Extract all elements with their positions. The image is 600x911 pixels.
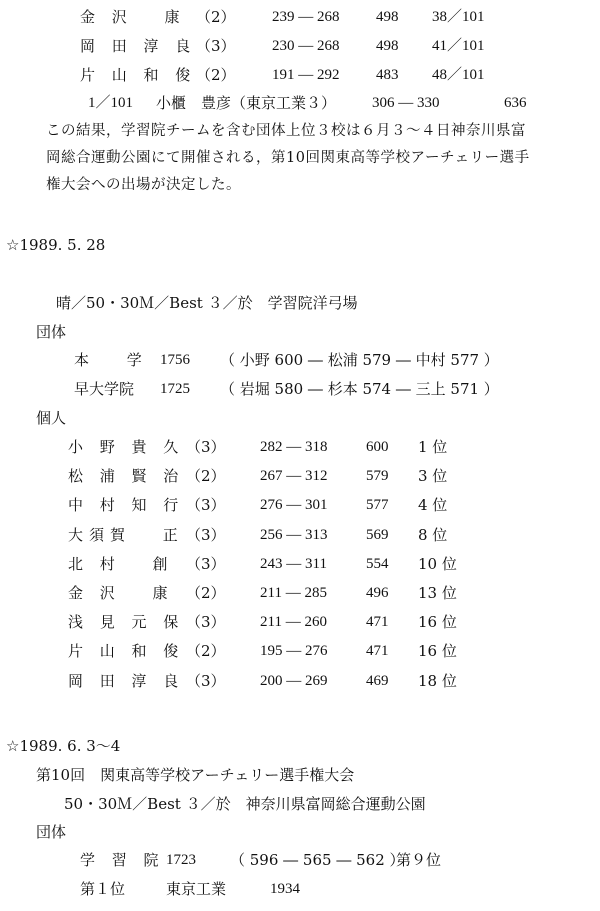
summary-line-2: 岡総合運動公園にて開催される，第10回関東高等学校アーチェリー選手 [46,150,530,166]
individual-grade: （2） [186,642,226,661]
result-rank: 41／101 [432,38,485,54]
individual-place: 4 位 [418,496,448,515]
result-rank: 48／101 [432,67,485,83]
result-rank: 38／101 [432,9,485,25]
individual-name: 北 村 創 [68,554,174,573]
individual-place: 8 位 [418,525,448,544]
individual-place: 10 位 [418,554,457,573]
team-detail: （ 小野 600 ― 松浦 579 ― 中村 577 ） [220,351,499,369]
result-total: 483 [376,67,399,83]
individual-scores: 267 ― 312 [260,468,328,485]
individual-grade: （3） [186,613,226,632]
individual-name: 松 浦 賢 治 [68,467,185,486]
result-grade: （2） [196,66,236,84]
individual-scores: 211 ― 260 [260,614,327,631]
individual-name: 金 沢 康 [68,584,174,602]
top-winner-scores: 306 ― 330 [372,95,440,111]
individual-grade: （3） [186,525,226,544]
individual-name: 中 村 知 行 [68,496,185,515]
winner-place: 第１位 [80,880,126,898]
individual-total: 554 [366,555,389,572]
individual-total: 471 [366,614,389,631]
individual-total: 579 [366,468,389,485]
individual-grade: （3） [186,438,226,456]
result-scores: 239 ― 268 [272,9,340,25]
result-total: 498 [376,38,399,54]
result-name: 岡 田 淳 良 [80,37,197,55]
result-name: 金 沢 康 [80,8,186,26]
individual-place: 16 位 [418,613,457,632]
team-detail: （ 岩堀 580 ― 杉本 574 ― 三上 571 ） [220,380,499,398]
individual-name: 浅 見 元 保 [68,613,185,632]
individual-scores: 256 ― 313 [260,526,328,543]
individual-grade: （3） [186,671,226,690]
individual-total: 600 [366,439,389,455]
team-score: 1723 [166,852,196,868]
individual-place: 3 位 [418,467,448,486]
individual-total: 577 [366,497,389,514]
individual-grade: （3） [186,496,226,515]
result-scores: 191 ― 292 [272,67,340,83]
individual-scores: 200 ― 269 [260,672,328,689]
team-score: 1756 [160,352,190,368]
individual-place: 1 位 [418,438,448,456]
individual-total: 471 [366,643,389,660]
individual-name: 小 野 貴 久 [68,438,185,456]
result-name: 片 山 和 俊 [80,66,197,84]
individual-scores: 243 ― 311 [260,555,327,572]
individual-name: 大須賀 正 [68,525,184,544]
team-name: 本 学 [74,351,148,369]
individual-grade: （3） [186,554,226,573]
team-place: 第９位 [396,851,442,869]
result-scores: 230 ― 268 [272,38,340,54]
top-winner-name: 小櫃 豊彦（東京工業３） [156,94,337,112]
event2-team-heading: 団体 [36,823,67,841]
individual-total: 569 [366,526,389,543]
top-winner-total: 636 [504,95,527,111]
individual-total: 469 [366,672,389,689]
individual-grade: （2） [186,467,226,486]
team-name: 学 習 院 [80,851,165,869]
individual-scores: 195 ― 276 [260,643,328,660]
event1-team-heading: 団体 [36,323,67,341]
top-winner-rank: 1／101 [88,95,134,111]
result-grade: （2） [196,8,236,26]
winner-name: 東京工業 [166,880,227,898]
event1-date: ☆1989. 5. 28 [6,236,106,254]
individual-place: 13 位 [418,584,457,602]
event1-conditions: 晴／50・30Ｍ／Best ３／於 学習院洋弓場 [56,294,358,312]
individual-name: 片 山 和 俊 [68,642,185,661]
individual-scores: 276 ― 301 [260,497,328,514]
team-score: 1725 [160,381,190,397]
individual-grade: （2） [186,584,226,602]
event1-individual-heading: 個人 [36,409,67,427]
event2-conditions: 50・30Ｍ／Best ３／於 神奈川県富岡総合運動公園 [64,795,426,813]
individual-place: 16 位 [418,642,457,661]
individual-total: 496 [366,585,389,601]
event2-title: 第10回 関東高等学校アーチェリー選手権大会 [36,766,355,784]
individual-name: 岡 田 淳 良 [68,671,185,690]
summary-line-1: この結果，学習院チームを含む団体上位３校は６月３～４日神奈川県富 [46,123,526,139]
result-grade: （3） [196,37,236,55]
result-total: 498 [376,9,399,25]
summary-line-3: 権大会への出場が決定した。 [46,177,241,193]
individual-place: 18 位 [418,671,457,690]
team-detail: （ 596 ― 565 ― 562 ） [230,851,405,869]
event2-date: ☆1989. 6. 3～4 [6,737,121,755]
individual-scores: 211 ― 285 [260,585,327,601]
winner-score: 1934 [270,881,300,897]
individual-scores: 282 ― 318 [260,439,328,455]
team-name: 早大学院 [74,380,135,398]
